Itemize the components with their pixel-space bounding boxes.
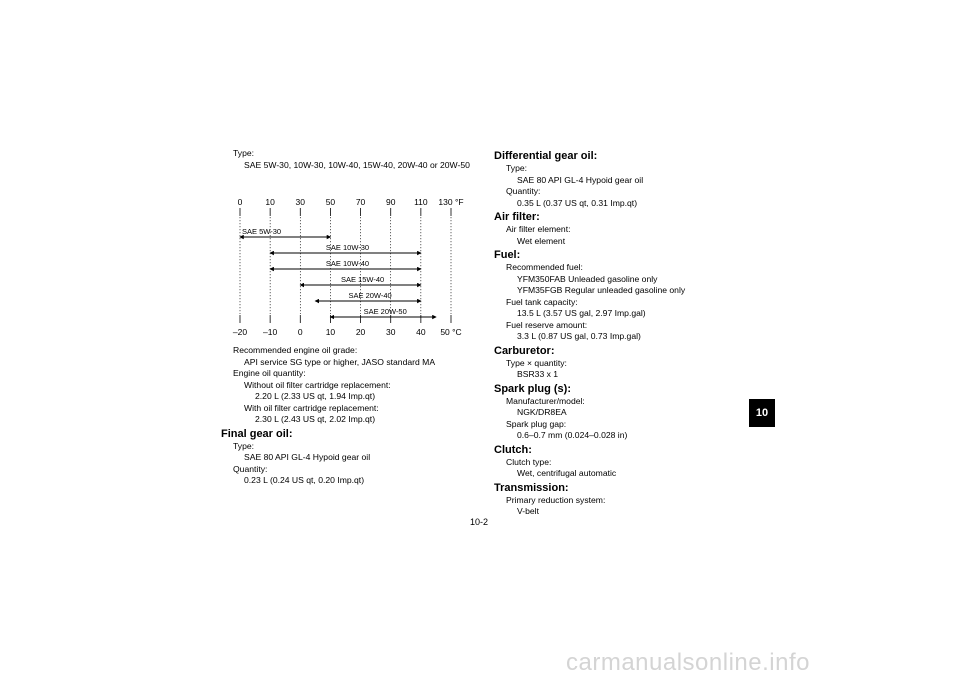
oil-viscosity-chart	[226, 193, 464, 343]
differential-type-label: Type:	[506, 163, 528, 173]
bottom-tick-label: –20	[232, 327, 248, 337]
top-tick-label: 30	[295, 197, 306, 207]
air-filter-label: Air filter element:	[506, 224, 571, 234]
watermark: carmanualsonline.info	[566, 649, 810, 676]
spark-plug-gap-label: Spark plug gap:	[506, 418, 567, 429]
with-filter-value: 2.30 L (2.43 US qt, 2.02 Imp.qt)	[255, 414, 376, 424]
recommended-fuel-value-2: YFM35FGB Regular unleaded gasoline only	[517, 285, 686, 295]
fuel-tank-label: Fuel tank capacity:	[506, 296, 578, 307]
spark-plug-gap-value: 0.6–0.7 mm (0.024–0.028 in)	[517, 430, 628, 440]
differential-quantity-value: 0.35 L (0.37 US qt, 0.31 Imp.qt)	[517, 197, 638, 208]
without-filter-value: 2.20 L (2.33 US qt, 1.94 Imp.qt)	[255, 391, 376, 401]
bottom-tick-label: 40	[416, 327, 426, 337]
section-tab[interactable]: 10	[749, 399, 775, 427]
bottom-tick-label: 20	[355, 327, 366, 337]
oil-grade-label: Recommended engine oil grade:	[233, 345, 358, 355]
transmission-heading: Transmission:	[494, 481, 569, 494]
engine-oil-type-label: Type:	[233, 148, 255, 158]
bottom-tick-label: 50 °C	[440, 327, 462, 337]
fuel-reserve-label: Fuel reserve amount:	[506, 319, 588, 330]
top-tick-label: 90	[385, 197, 396, 207]
fuel-heading: Fuel:	[494, 249, 521, 261]
air-filter-value: Wet element	[517, 235, 566, 246]
clutch-heading: Clutch:	[494, 443, 532, 456]
oil-grade-value: API service SG type or higher, JASO standard MA	[244, 356, 436, 367]
air-filter-heading: Air filter:	[494, 211, 540, 223]
carburetor-label: Type × quantity:	[506, 357, 567, 368]
transmission-value: V-belt	[517, 506, 539, 516]
top-tick-label: 0	[237, 197, 243, 207]
range-label: SAE 10W-30	[325, 243, 370, 252]
final-gear-type-value: SAE 80 API GL-4 Hypoid gear oil	[244, 452, 371, 462]
recommended-fuel-label: Recommended fuel:	[506, 262, 583, 272]
carburetor-heading: Carburetor:	[494, 344, 555, 357]
without-filter-label: Without oil filter cartridge replacement:	[244, 379, 391, 390]
oil-quantity-label: Engine oil quantity:	[233, 368, 306, 378]
final-gear-quantity-label: Quantity:	[233, 463, 268, 474]
fuel-tank-value: 13.5 L (3.57 US gal, 2.97 Imp.gal)	[517, 308, 646, 318]
differential-quantity-label: Quantity:	[506, 186, 541, 196]
final-gear-type-label: Type:	[233, 440, 255, 451]
carburetor-value: BSR33 x 1	[517, 369, 559, 379]
final-gear-quantity-value: 0.23 L (0.24 US qt, 0.20 Imp.qt)	[244, 475, 365, 485]
engine-oil-type-value: SAE 5W-30, 10W-30, 10W-40, 15W-40, 20W-40 or 20W-50	[244, 159, 470, 170]
top-tick-label: 110	[414, 197, 428, 207]
range-label: SAE 20W-40	[348, 291, 392, 300]
differential-gear-heading: Differential gear oil:	[494, 150, 598, 162]
page-number: 10-2	[470, 517, 489, 527]
with-filter-label: With oil filter cartridge replacement:	[244, 402, 379, 413]
bottom-tick-label: 10	[325, 327, 336, 337]
recommended-fuel-value-1: YFM350FAB Unleaded gasoline only	[517, 273, 658, 284]
spark-plug-model-value: NGK/DR8EA	[517, 407, 567, 417]
transmission-label: Primary reduction system:	[506, 494, 606, 505]
clutch-type-value: Wet, centrifugal automatic	[517, 468, 617, 478]
range-label: SAE 10W-40	[325, 259, 370, 268]
spark-plug-model-label: Manufacturer/model:	[506, 395, 585, 406]
right-column	[494, 148, 734, 518]
range-label: SAE 20W-50	[363, 307, 407, 316]
final-gear-heading: Final gear oil:	[221, 427, 293, 440]
top-tick-label: 130 °F	[438, 197, 464, 207]
range-label: SAE 15W-40	[340, 275, 385, 284]
top-tick-label: 70	[355, 197, 366, 207]
bottom-tick-label: 0	[297, 327, 303, 337]
differential-type-value: SAE 80 API GL-4 Hypoid gear oil	[517, 174, 644, 185]
range-label: SAE 5W-30	[242, 227, 282, 236]
spark-plug-heading: Spark plug (s):	[494, 382, 572, 395]
clutch-type-label: Clutch type:	[506, 456, 552, 467]
bottom-tick-label: –10	[263, 327, 278, 337]
top-tick-label: 50	[325, 197, 336, 207]
fuel-reserve-value: 3.3 L (0.87 US gal, 0.73 Imp.gal)	[517, 331, 641, 341]
top-tick-label: 10	[265, 197, 275, 207]
bottom-tick-label: 30	[385, 327, 396, 337]
